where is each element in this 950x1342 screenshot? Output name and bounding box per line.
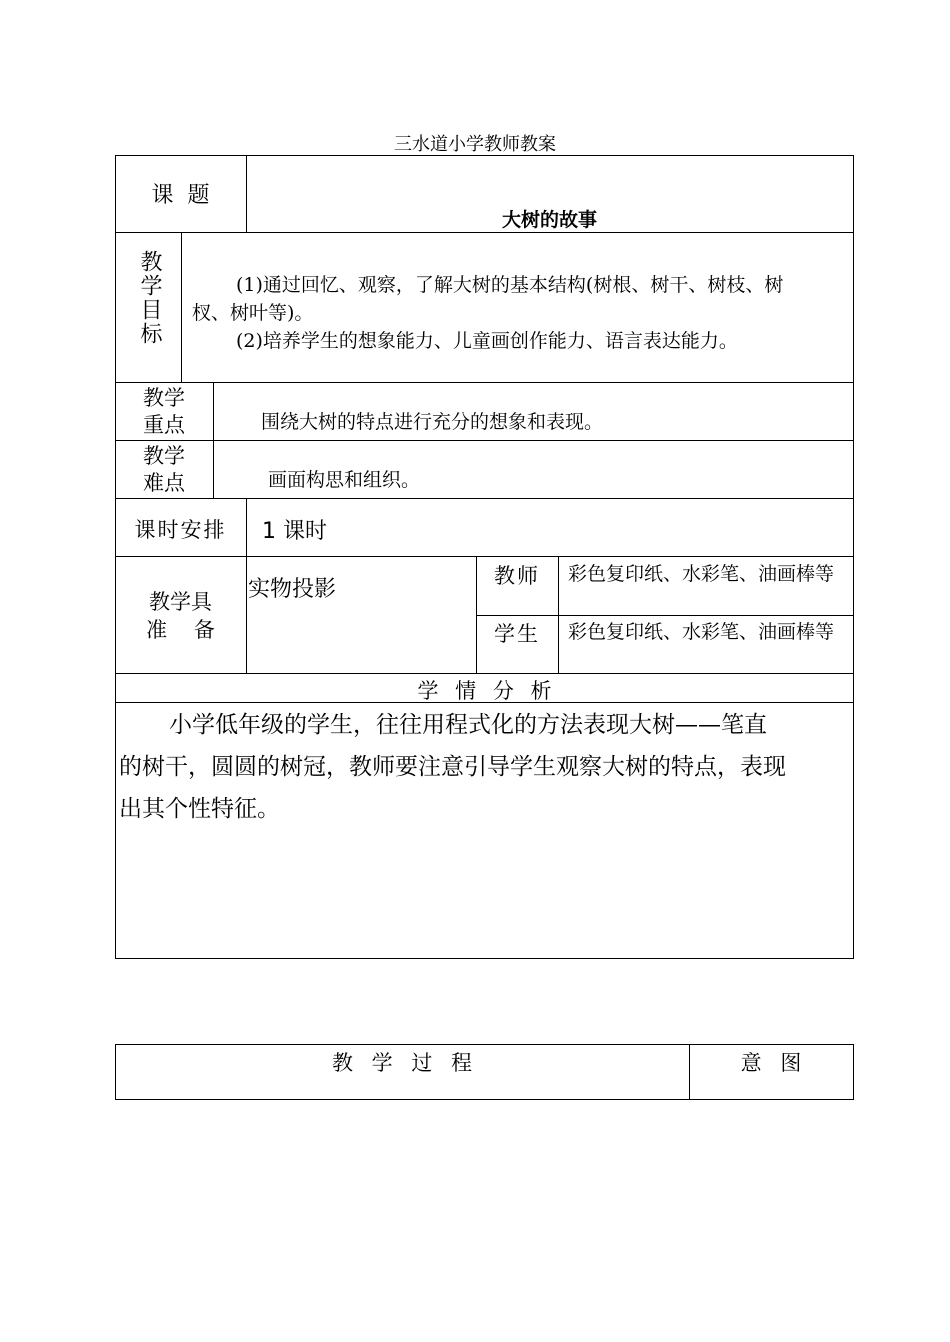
difficulty-label-line: 难点 (143, 471, 185, 495)
difficulty-label (115, 443, 213, 497)
tools-label-line: 教学具 (149, 590, 212, 614)
difficulty-value: 画面构思和组织。 (268, 469, 421, 491)
teacher-value: 彩色复印纸、水彩笔、油画棒等 (568, 563, 835, 585)
tools-label-line: 准 备 (146, 618, 215, 642)
analysis-line: 的树干，圆圆的树冠，教师要注意引导学生观察大树的特点，表现 (119, 754, 786, 780)
key-point-label-line: 教学 (143, 386, 185, 410)
goal-line: (1)通过回忆、观察，了解大树的基本结构(树根、树干、树枝、树 (236, 274, 784, 296)
key-point-label-line: 重点 (143, 413, 185, 437)
intent-header: 意 图 (740, 1051, 802, 1075)
schedule-value: 1 课时 (262, 519, 327, 544)
topic-label: 课 题 (151, 183, 210, 208)
student-label: 学生 (494, 622, 540, 646)
goals-list (192, 271, 852, 355)
tools-label (115, 588, 246, 644)
difficulty-label-line: 教学 (143, 444, 185, 468)
goal-line: 杈、树叶等)。 (192, 302, 314, 324)
schedule-label: 课时安排 (134, 518, 227, 542)
goals-label: 教学目标 (137, 250, 162, 346)
key-point-value: 围绕大树的特点进行充分的想象和表现。 (261, 411, 604, 433)
goal-line: (2)培养学生的想象能力、儿童画创作能力、语言表达能力。 (236, 330, 738, 352)
analysis-line: 小学低年级的学生，往往用程式化的方法表现大树——笔直 (169, 712, 767, 738)
analysis-text (119, 704, 851, 830)
analysis-title: 学 情 分 析 (417, 679, 552, 703)
process-header: 教 学 过 程 (331, 1051, 473, 1075)
page-title: 三水道小学教师教案 (394, 134, 556, 155)
analysis-line: 出其个性特征。 (119, 796, 280, 822)
student-value: 彩色复印纸、水彩笔、油画棒等 (568, 621, 835, 643)
key-point-label (115, 385, 213, 439)
teacher-label: 教师 (494, 564, 540, 588)
tools-value: 实物投影 (248, 577, 337, 602)
topic-value: 大树的故事 (501, 209, 597, 231)
